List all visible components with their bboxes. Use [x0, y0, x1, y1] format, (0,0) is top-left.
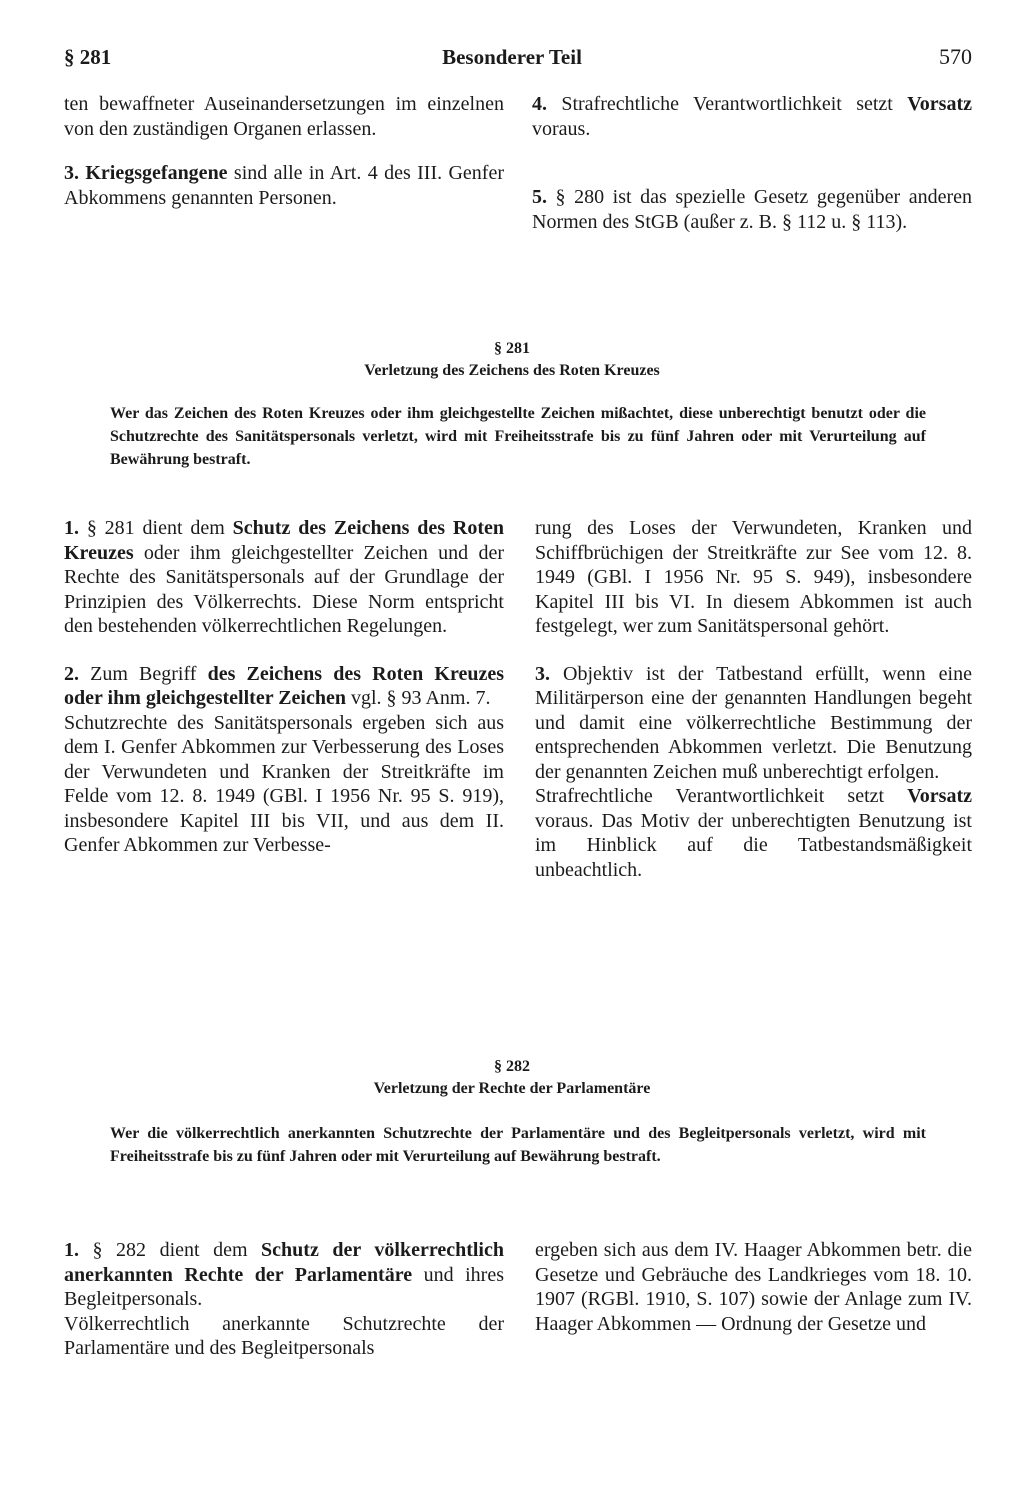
- note-number: 4.: [532, 93, 547, 115]
- section-282-title: Verletzung der Rechte der Parlamentäre: [373, 1080, 651, 1097]
- section-281-title: Verletzung des Zeichens des Roten Kreuzes: [364, 362, 660, 379]
- commentary-3: 3. Objektiv ist der Tatbestand erfüllt, wenn eine Militärperson eine der genannten Handlungen begeht und damit eine völkerrechtliche Bestimmung der entsprechenden Abkommen verletzt. Die Benutzung der genannten Zeichen muß unberechtigt erfolgen.: [535, 662, 972, 783]
- term-zeichen-roten-kreuzes: des Zeichens des Roten Kreuzes oder ihm gleichgestellter Zeichen: [64, 662, 504, 709]
- running-header-title: Besonderer Teil: [442, 45, 582, 69]
- commentary-3-continued: Strafrechtliche Verantwortlichkeit setzt Vorsatz voraus. Das Motiv der unberechtigten Benutzung ist im Hinblick auf die Tatbestandsmäßigkeit unbeachtlich.: [535, 785, 972, 881]
- term-vorsatz: Vorsatz: [907, 93, 972, 115]
- section-281-law-text: Wer das Zeichen des Roten Kreuzes oder ihm gleichgestellte Zeichen mißachtet, diese unberechtigt benutzt oder die Schutzrechte des Sanitätspersonals verletzt, wird mit Freiheitsstrafe bis zu fünf Jahren oder mit Verurteilung auf Bewährung bestraft.: [110, 405, 926, 468]
- commentary-2-continued: Schutzrechte des Sanitätspersonals ergeben sich aus dem I. Genfer Abkommen zur Verbesserung des Loses der Verwundeten und Kranken der Streitkräfte im Felde vom 12. 8. 1949 (GBl. I 1956 Nr. 95 S. 919), insbesondere Kapitel III bis VII, und aus dem II. Genfer Abkommen zur Verbesse-: [64, 711, 504, 856]
- note-number: 3.: [64, 162, 79, 184]
- section-282-left-column: [64, 1238, 504, 1361]
- commentary-2: 2. Zum Begriff des Zeichens des Roten Kreuzes oder ihm gleichgestellter Zeichen vgl. § 93 Anm. 7.: [64, 662, 504, 709]
- section-281-right-column: [535, 516, 972, 882]
- commentary-1: 1. § 281 dient dem Schutz des Zeichens des Roten Kreuzes oder ihm gleichgestellter Zeichen und der Rechte des Sanitätspersonals auf der Grundlage der Prinzipien des Völkerrechts. Diese Norm entspricht den bestehenden völkerrechtlichen Regelungen.: [64, 517, 504, 637]
- note-4: 4. Strafrechtliche Verantwortlichkeit setzt Vorsatz voraus.: [532, 93, 972, 140]
- section-281-number: § 281: [494, 340, 530, 357]
- running-header-section: § 281: [64, 45, 112, 69]
- term-kriegsgefangene: Kriegsgefangene: [85, 162, 228, 184]
- section-281-left-column: [64, 516, 504, 858]
- term-schutz-parlamentaere: Schutz der völkerrechtlich anerkannten Rechte der Parlamentäre: [64, 1239, 504, 1286]
- top-right-column: [532, 92, 972, 234]
- top-left-column: [64, 92, 504, 210]
- commentary-continuation: ergeben sich aus dem IV. Haager Abkommen betr. die Gesetze und Gebräuche des Landkrieges vom 18. 10. 1907 (RGBl. 1910, S. 107) sowie der Anlage zum IV. Haager Abkommen — Ordnung der Gesetze und: [535, 1239, 972, 1335]
- note-3: 3. Kriegsgefangene sind alle in Art. 4 des III. Genfer Abkommens genannten Personen.: [64, 162, 504, 209]
- paragraph-continuation: ten bewaffneter Auseinandersetzungen im einzelnen von den zuständigen Organen erlassen.: [64, 93, 504, 140]
- section-282-number: § 282: [494, 1058, 530, 1075]
- commentary-1: 1. § 282 dient dem Schutz der völkerrechtlich anerkannten Rechte der Parlamentäre und ihres Begleitpersonals.: [64, 1239, 504, 1310]
- term-vorsatz: Vorsatz: [907, 785, 972, 807]
- section-282-law-text: Wer die völkerrechtlich anerkannten Schutzrechte der Parlamentäre und des Begleitpersonals verletzt, wird mit Freiheitsstrafe bis zu fünf Jahren oder mit Verurteilung auf Bewährung bestraft.: [110, 1125, 926, 1165]
- section-282-right-column: [535, 1238, 972, 1336]
- page-number: 570: [939, 44, 972, 69]
- note-number: 5.: [532, 186, 547, 208]
- term-schutz-zeichen: Schutz des Zeichens des Roten Kreuzes: [64, 517, 504, 564]
- commentary-continuation: rung des Loses der Verwundeten, Kranken und Schiffbrüchigen der Streitkräfte zur See vom 12. 8. 1949 (GBl. I 1956 Nr. 95 S. 949), insbesondere Kapitel III bis VI. In diesem Abkommen ist auch festgelegt, wer zum Sanitätspersonal gehört.: [535, 517, 972, 637]
- note-5: 5. § 280 ist das spezielle Gesetz gegenüber anderen Normen des StGB (außer z. B. § 112 u. § 113).: [532, 186, 972, 233]
- commentary-1-continued: Völkerrechtlich anerkannte Schutzrechte der Parlamentäre und des Begleitpersonals: [64, 1312, 504, 1359]
